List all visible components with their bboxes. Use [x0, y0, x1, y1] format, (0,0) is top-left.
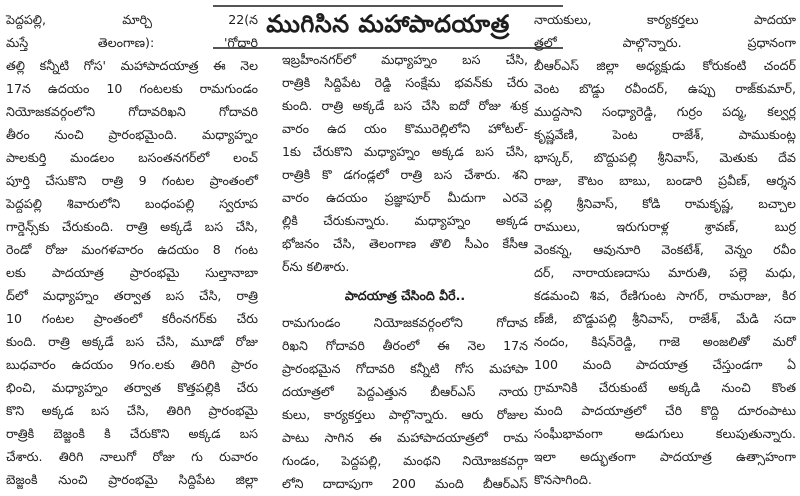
text-line: కృష్ణవేణి, పెంట రాజేశ్, పాముకుంట్ల: [534, 127, 796, 142]
text-line: రాత్రికి కొ డగండ్లలో రాత్రి బస చేశారు. శని: [282, 167, 528, 182]
text-line: ప్రారంభమైన గోదావరి కన్నీటి గోస మహాపా: [282, 361, 528, 376]
text-line: నాయకులు, కార్యకర్తలు పాదయా: [534, 12, 796, 27]
text-line: బెజ్జంకి నుంచి ప్రారంభమై సిద్దిపేట జిల్లా: [6, 472, 258, 487]
text-line: కడమంచి శివ, రేణిగుంట సాగర్, రామరాజు, కిర: [534, 288, 796, 303]
text-line: బుధవారం ఉదయం 9గం.లకు తిరిగి ప్రారం: [6, 357, 258, 372]
text-line: కులు, కార్యకర్తలు పాల్గొన్నారు. ఆరు రోజుల: [282, 407, 528, 422]
text-line: లోని దాదాపుగా 200 మంది బీఆర్‌ఎస్: [282, 476, 528, 491]
text-line: దయాత్రలో పెద్దఎత్తున బీఆర్‌ఎస్ నాయ: [282, 384, 528, 399]
text-line: చేశారు. తిరిగి నాలుగో రోజు గు రువారం: [6, 449, 258, 464]
text-line: కొనసాగింది.: [534, 472, 592, 487]
text-line: వెంట బొడ్డు రవీందర్, ఉప్పు రాజ్‌కుమార్,: [534, 81, 796, 96]
text-line: తీరం నుంచి ప్రారంభమైంది. మధ్యాహ్నం: [6, 127, 258, 142]
text-line: పాలకుర్తి మండలం బసంతనగర్‌లో లంచ్: [6, 150, 258, 165]
text-line: 10 గంటల ప్రాంతంలో కరీంనగర్‌కు చేరు: [6, 311, 258, 326]
text-line: లకు పాదయాత్ర ప్రారంభమై సుల్తానాబా: [6, 265, 258, 280]
text-line: ఇలా అద్భుతంగా పాదయాత్ర ఉత్సాహంగా: [534, 449, 796, 464]
text-line: రాత్రికి బెజ్జంకి కి చేరుకొని అక్కడ బస: [6, 426, 258, 441]
text-line: గుండం, పెద్దపల్లి, మంథని నియోజకవర్గా: [282, 453, 528, 468]
text-line: వారం ఉద యం కొమురెల్లిలోని హోటల్-: [282, 121, 528, 136]
text-line: త్రలో పాల్గొన్నారు. ప్రధానంగా: [534, 35, 796, 50]
text-line: ర్‌ను కలిశారు.: [282, 259, 350, 274]
text-line: దర్, నారాయణదాసు మారుతి, పల్లె మధు,: [534, 265, 796, 280]
headline: ముగిసిన మహాపాదయాత్ర: [213, 5, 563, 49]
subheading: పాదయాత్ర చేసింది వీరే..: [344, 288, 466, 303]
text-line: ణ్‌జీ, బొడ్డుపల్లి శ్రీనివాస్, రాజేశ్, మేడి సదా: [534, 311, 796, 326]
text-line: 1కు చేరుకొని మధ్యాహ్నం అక్కడ బస చేసి,: [282, 144, 528, 159]
text-line: పూర్తి చేసుకొని రాత్రి 9 గంటల ప్రాంతంలో: [6, 173, 258, 188]
text-line: పెద్దపల్లి, మార్చి 22(న: [6, 12, 258, 27]
text-line: రాములు, ఇరుగురాళ్ల శ్రావణ్, బుర్ర: [534, 219, 796, 234]
text-line: నియోజకవర్గంలోని గోదావరిఖని గోదావరి: [6, 104, 258, 119]
text-line: ల్లికి చేరుకున్నారు. మధ్యాహ్నం అక్కడ: [282, 213, 528, 228]
text-line: కుంది. రాత్రి అక్కడే బస చేసి, మూడో రోజు: [6, 334, 258, 349]
text-line: 100 మంది పాదయాత్ర చేస్తుండగా ఏ: [534, 357, 796, 372]
text-line: వెంకన్న, ఆవునూరి వెంకటేశ్, వెన్నం రవీం: [534, 242, 796, 257]
text-line: నందం, కిషన్‌రెడ్డి, గాజె అంజలితో మరో: [534, 334, 796, 349]
text-line: భించి, మధ్యాహ్నం తర్వాత కొత్తపల్లికి చేరు: [6, 380, 258, 395]
text-line: పెద్దపల్లి శివారులోని బంధంపల్లి స్వరూప: [6, 196, 258, 211]
article-column-1: [6, 8, 258, 487]
text-line: సంఘీభావంగా అడుగులు కలుపుతున్నారు.: [534, 426, 796, 441]
text-line: కుంది. రాత్రి అక్కడే బస చేసి ఐదో రోజు శుక్ర: [282, 98, 528, 113]
text-line: గ్రామానికి చేరుకుంటే అక్కడి నుంచి కొంత: [534, 380, 796, 395]
text-line: పల్లి శ్రీనివాస్, కోడి రామకృష్ణ, బచ్చాల: [534, 196, 796, 211]
text-line: రాత్రికి సిద్దిపేట రెడ్డి సంక్షేమ భవన్‌కు చేరు: [282, 75, 528, 90]
text-line: పాటు సాగిన ఈ మహాపాదయాత్రలో రామ: [282, 430, 528, 445]
text-line: ముద్దసాని సంధ్యారెడ్డి, గుర్రం పద్మ, కల్వర్ల: [534, 104, 796, 119]
text-line: భోజనం చేసి, తెలంగాణ తొలి సీఎం కేసీఆ: [282, 236, 528, 251]
text-line: వారం ఉదయం ప్రజ్ఞాపూర్ మీదుగా ఎరవె: [282, 190, 528, 205]
text-line: మస్తే తెలంగాణ): 'గోదారి: [6, 35, 258, 50]
article-column-3: [534, 8, 796, 487]
text-line: తల్లి కన్నీటి గోస' మహాపాదయాత్ర ఈ నెల: [6, 58, 258, 73]
text-line: బీఆర్‌ఎస్ జిల్లా అధ్యక్షుడు కోరుకంటి చందర్: [534, 58, 796, 73]
text-line: గార్డెన్స్‌కు చేరుకుంది. రాత్రి అక్కడే బస చేసి,: [6, 219, 258, 234]
article-column-2: [282, 48, 528, 496]
text-line: ద్‌లో మధ్యాహ్నం తర్వాత బస చేసి, రాత్రి: [6, 288, 258, 303]
text-line: రామగుండం నియోజకవర్గంలోని గోదావ: [282, 315, 528, 330]
text-line: ఇబ్రహీంనగర్‌లో మధ్యాహ్నం బస చేసి,: [282, 52, 528, 67]
text-line: భాస్కర్, బొద్దుపల్లి శ్రీనివాస్, మెతుకు దేవ: [534, 150, 796, 165]
text-line: 17న ఉదయం 10 గంటలకు రామగుండం: [6, 81, 258, 96]
text-line: రెండో రోజు మంగళవారం ఉదయం 8 గంట: [6, 242, 258, 257]
text-line: రిఖని గోదావరి తీరంలో ఈ నెల 17న: [282, 338, 528, 353]
text-line: మంది పాదయాత్రలో చేరి కొద్ది దూరంపాటు: [534, 403, 796, 418]
text-line: రాజు, కౌటం బాబు, బండారి ప్రవీణ్, ఆర్శన: [534, 173, 796, 188]
text-line: కొని అక్కడ బస చేసి, తిరిగి ప్రారంభమై: [6, 403, 258, 418]
